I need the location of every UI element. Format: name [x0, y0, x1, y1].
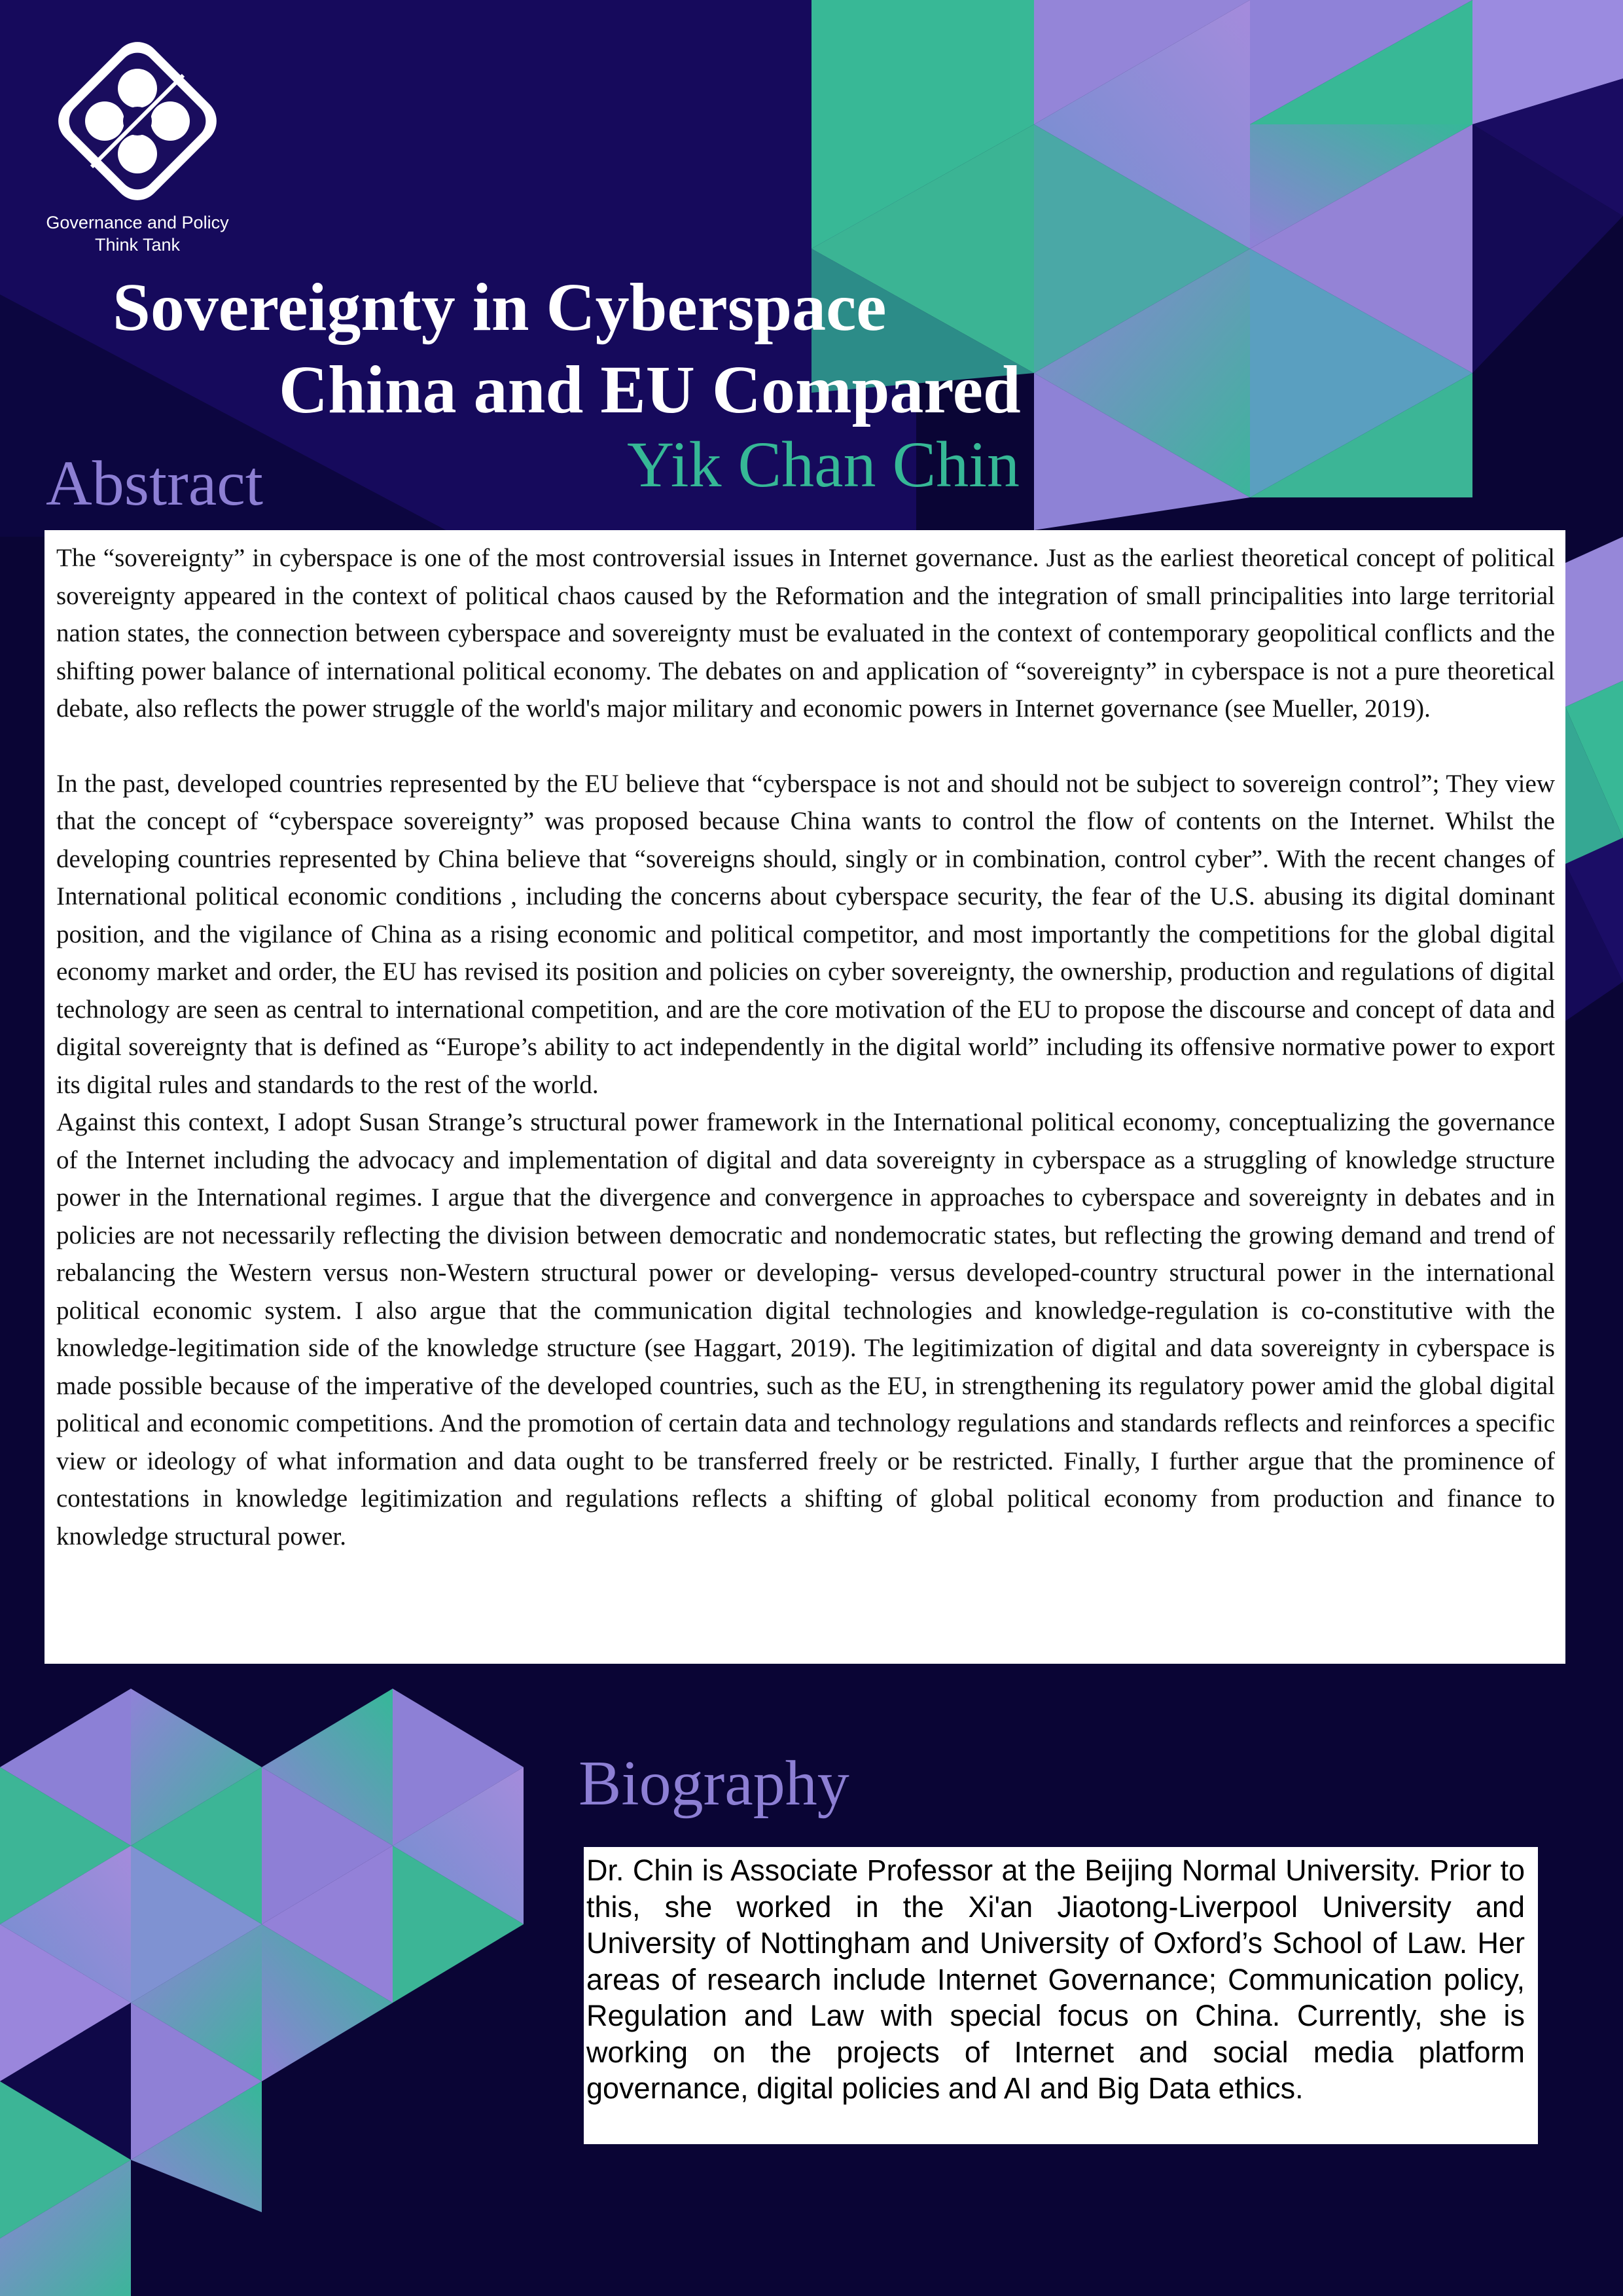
abstract-heading: Abstract: [46, 448, 263, 519]
biography-text: Dr. Chin is Associate Professor at the Beijing Normal University. Prior to this, she worked in the Xi'an Jiaotong-Liverpool University and University of Nottingham and University of Oxford’s School of Law. Her areas of research include Internet Governance; Communication policy, Regulation and Law with special focus on China. Currently, she is working on the projects of Internet and social media platform governance, digital policies and AI and Big Data ethics.: [586, 1854, 1525, 2105]
right-edge-pattern: [1565, 537, 1623, 1021]
title-line-1: Sovereignty in Cyberspace: [113, 270, 887, 345]
abstract-paragraph-3: Against this context, I adopt Susan Strange’s structural power framework in the International political economy, conceptualizing the governance of the Internet including the advocacy and implementation of digital and data sovereignty in cyberspace as a struggling of knowledge structure power in the International regimes. I argue that the divergence and convergence in approaches to cyberspace and sovereignty in debates and in policies are not necessarily reflecting the division between democratic and nondemocratic states, but reflecting the growing demand and trend of rebalancing the Western versus non-Western structural power or developing- versus developed-country structural power in the international political economic system. I also argue that the communication digital technologies and knowledge-regulation is co-constitutive with the knowledge-legitimation side of the knowledge structure (see Haggart, 2019). The legitimization of digital and data sovereignty in cyberspace is made possible because of the imperative of the developed countries, such as the EU, in strengthening its regulatory power amid the global digital political and economic competitions. And the promotion of certain data and technology regulations and standards reflects and reinforces a specific view or ideology of what information and data ought to be transferred freely or be restricted. Finally, I further argue that the prominence of contestations in knowledge legitimization and regulations reflects a shifting of global political economy from production and finance to knowledge structural power.: [56, 1108, 1555, 1551]
biography-heading: Biography: [579, 1748, 849, 1819]
author-name: Yik Chan Chin: [627, 428, 1020, 501]
biography-panel: [584, 1847, 1538, 2144]
abstract-paragraph-2: In the past, developed countries represented by the EU believe that “cyberspace is not and should not be subject to sovereign control”; They view that the concept of “cyberspace sovereignty” was proposed because China wants to control the flow of contents on the Internet. Whilst the developing countries represented by China believe that “sovereigns should, singly or in combination, control cyber”. With the recent changes of International political economic conditions , including the concerns about cyberspace security, the fear of the U.S. abusing its digital dominant position, and the vigilance of China as a rising economic and political competitor, and most importantly the competitions for the global digital economy market and order, the EU has revised its position and policies on cyber sovereignty, the ownership, production and regulations of digital technology are seen as central to international competition, and are the core motivation of the EU to propose the discourse and concept of data and digital sovereignty that is defined as “Europe’s ability to act independently in the digital world” including its offensive normative power to export its digital rules and standards to the rest of the world.: [56, 769, 1555, 1099]
logo-line-1: Governance and Policy: [46, 213, 229, 232]
abstract-panel: [45, 530, 1565, 1664]
think-tank-logo: [39, 36, 236, 256]
title-line-2: China and EU Compared: [279, 352, 1021, 427]
abstract-paragraph-1: The “sovereignty” in cyberspace is one of the most controversial issues in Internet governance. Just as the earliest theoretical concept of political sovereignty appeared in the context of political chaos caused by the Reformation and the integration of small principalities into large territorial nation states, the connection between cyberspace and sovereignty must be evaluated in the context of contemporary geopolitical conflicts and the shifting power balance of international political economy. The debates on and application of “sovereignty” in cyberspace is not a pure theoretical debate, also reflects the power struggle of the world's major military and economic powers in Internet governance (see Mueller, 2019).: [56, 544, 1555, 723]
think-tank-logo-icon: [52, 36, 223, 206]
logo-line-2: Think Tank: [94, 235, 181, 255]
